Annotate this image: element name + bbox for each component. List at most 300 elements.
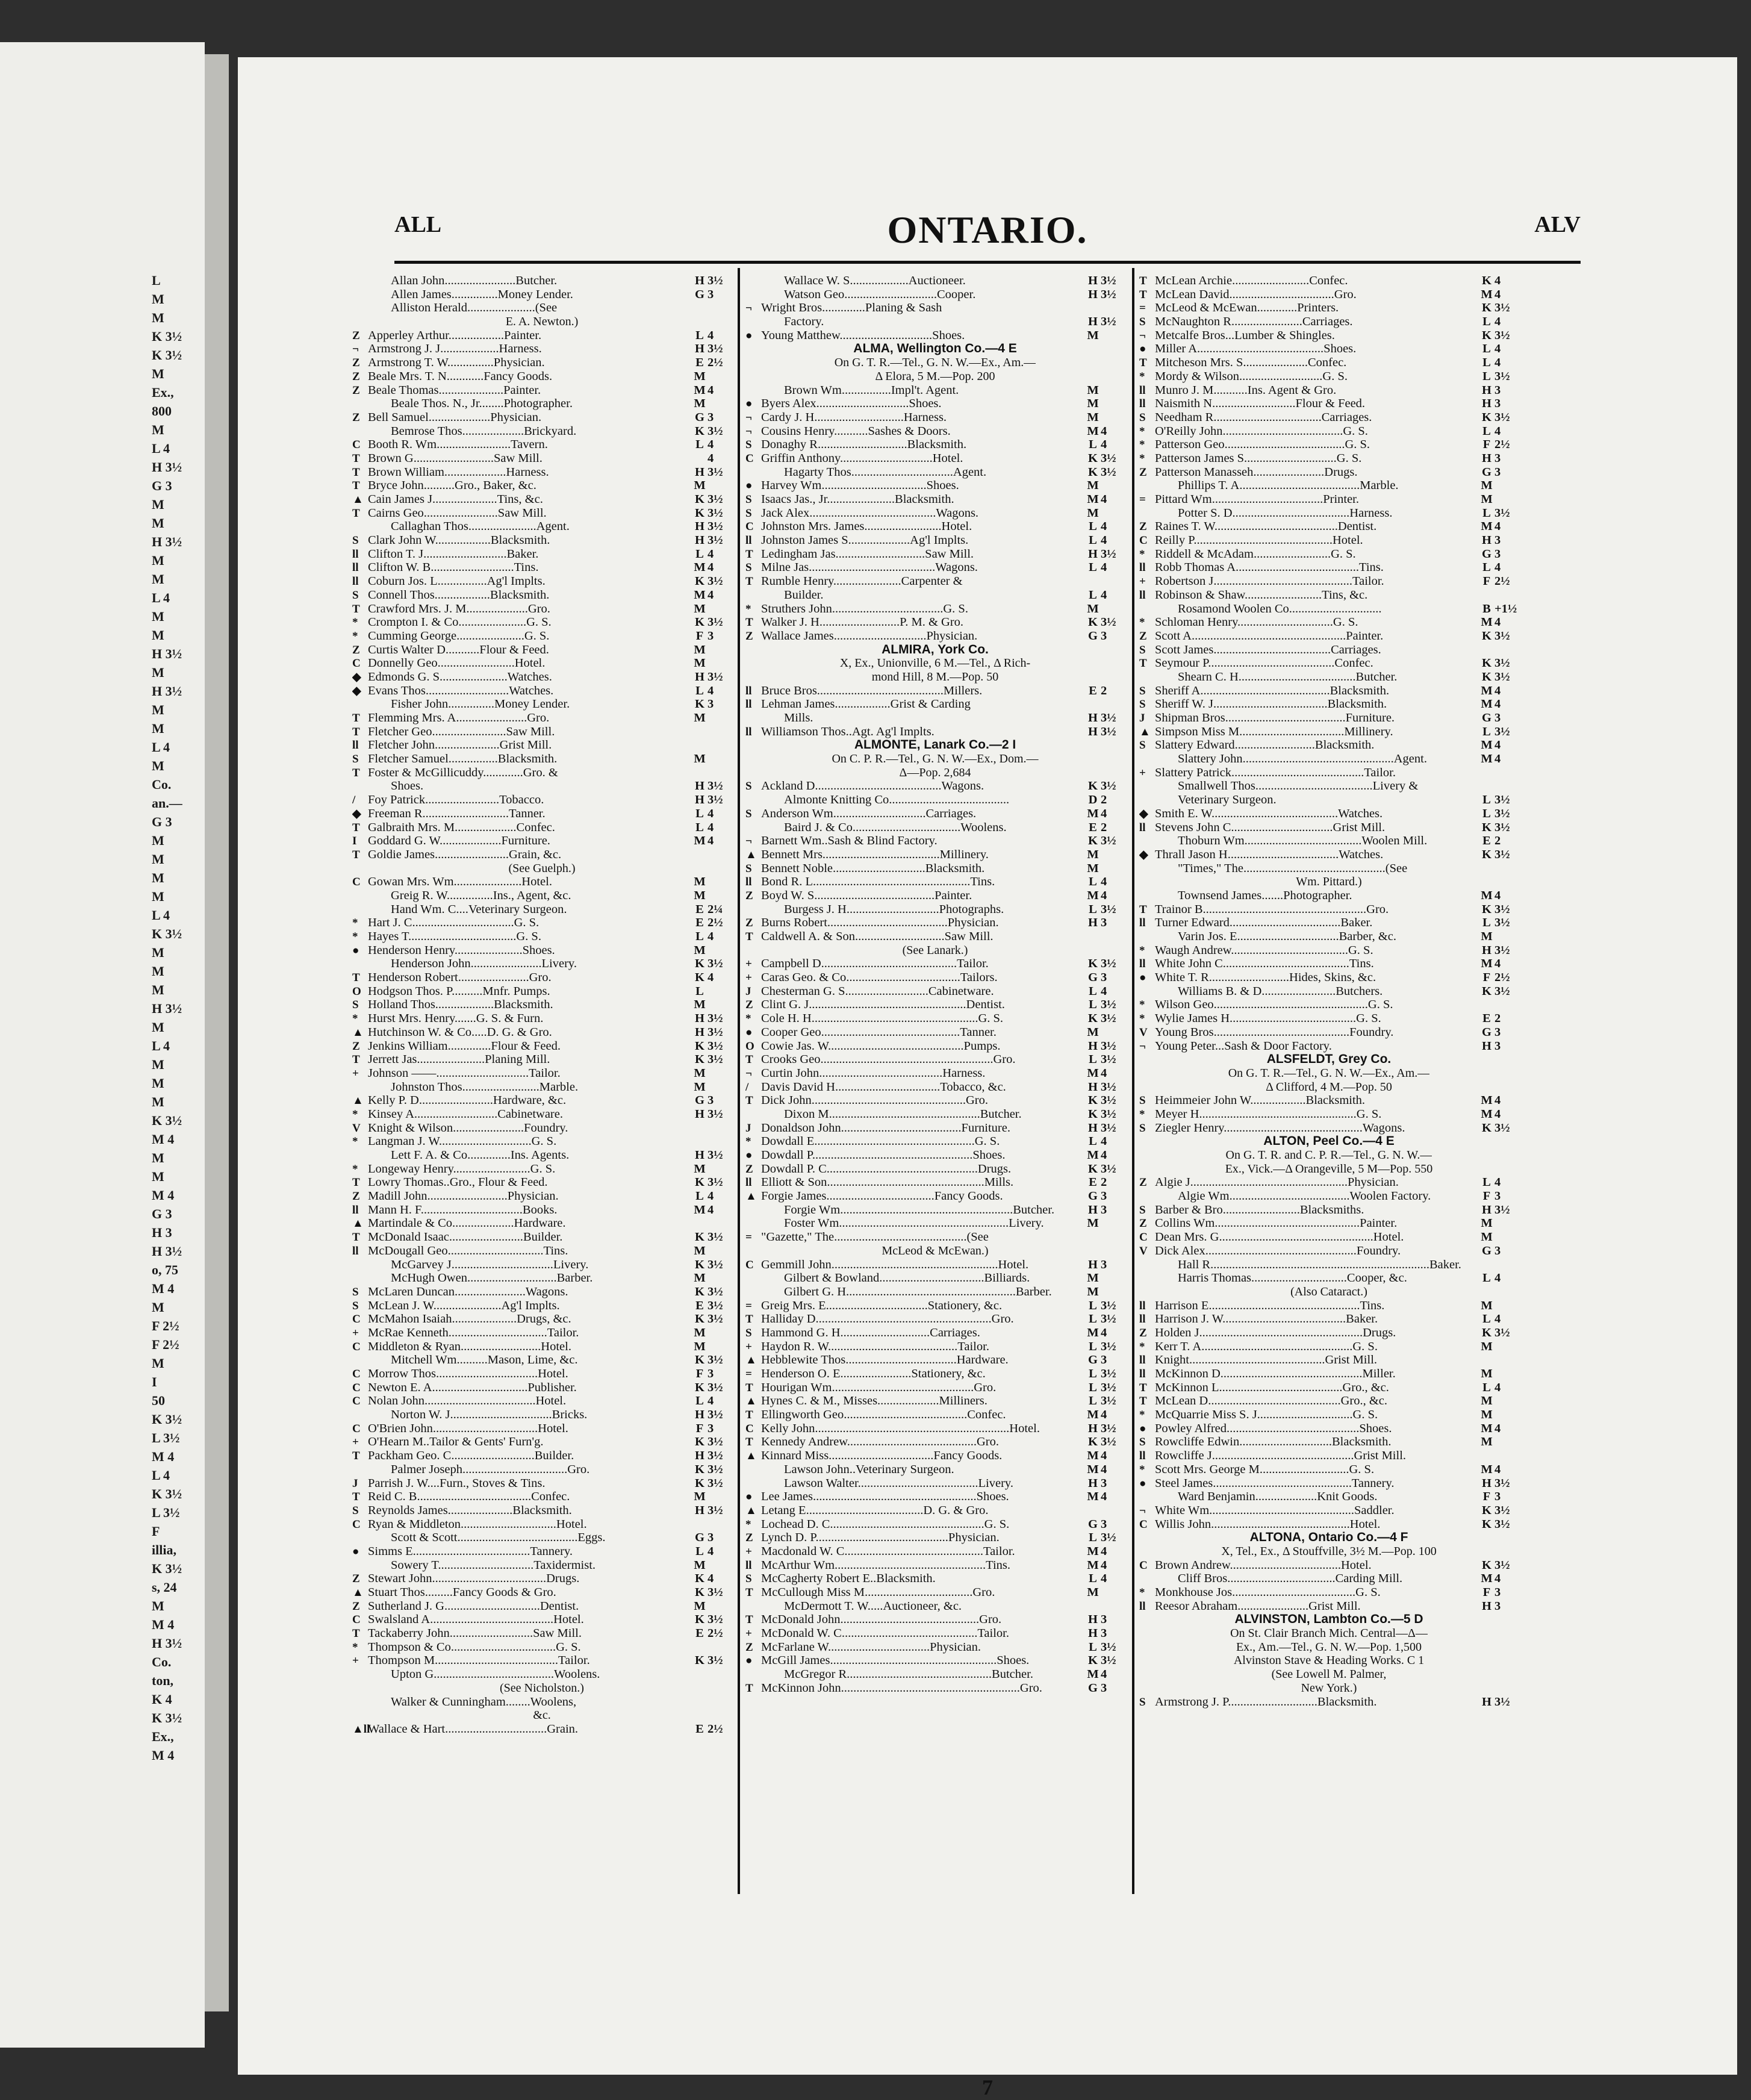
capital-rating: K xyxy=(1482,670,1491,684)
capital-rating: M xyxy=(694,1558,706,1572)
directory-entry xyxy=(745,1053,1125,1067)
entry-text: Δ—Pop. 2,684 xyxy=(899,765,971,779)
directory-entry xyxy=(1139,985,1519,999)
entry-text: Heimmeier John W..................Blacksmith. xyxy=(1155,1094,1366,1108)
trade-symbol-icon: ll xyxy=(745,534,752,547)
capital-rating: H xyxy=(695,274,704,287)
entry-text: Bennett Mrs......................................Millinery. xyxy=(761,847,989,861)
credit-rating: 3½ xyxy=(1101,1640,1116,1654)
trade-symbol-icon: Z xyxy=(1139,520,1147,534)
credit-rating: 3 xyxy=(1494,383,1501,397)
capital-rating: E xyxy=(695,1627,704,1640)
directory-entry xyxy=(745,1012,1125,1026)
directory-entry xyxy=(1139,1477,1519,1491)
book-gutter xyxy=(205,54,229,2011)
entry-text: McLean D...........................................Gro., &c. xyxy=(1155,1394,1388,1408)
capital-rating: E xyxy=(695,902,704,916)
directory-entry xyxy=(352,985,732,999)
directory-entry xyxy=(1139,1353,1519,1367)
capital-rating: M xyxy=(1481,1298,1493,1312)
directory-entry xyxy=(745,1039,1125,1053)
directory-entry xyxy=(1139,1559,1519,1572)
capital-rating: H xyxy=(695,1107,704,1121)
trade-symbol-icon: * xyxy=(1139,616,1145,629)
capital-rating: L xyxy=(1482,561,1491,575)
entry-text: Rumble Henry......................Carpenter & xyxy=(761,575,963,588)
credit-rating: 3½ xyxy=(708,1380,723,1394)
capital-rating: M xyxy=(694,875,706,889)
credit-rating: 4 xyxy=(708,588,714,602)
capital-rating: E xyxy=(1482,1012,1491,1026)
credit-rating: 4 xyxy=(1494,684,1501,697)
entry-text: Bennett Noble..............................Blacksmith. xyxy=(761,861,985,875)
capital-rating: M xyxy=(1087,410,1099,424)
capital-rating: M xyxy=(1087,328,1099,342)
directory-entry xyxy=(352,1531,732,1545)
trade-symbol-icon: ll xyxy=(1139,397,1146,411)
directory-entry xyxy=(745,793,1125,807)
trade-symbol-icon: S xyxy=(1139,1436,1146,1449)
left-page-fragment: M xyxy=(152,945,164,960)
directory-entry xyxy=(1139,944,1519,958)
trade-symbol-icon: J xyxy=(1139,712,1145,724)
entry-text: Dowdall E....................................................G. S. xyxy=(761,1135,1000,1148)
directory-column-2 xyxy=(745,274,1125,1695)
capital-rating: H xyxy=(695,520,704,534)
credit-rating: 3½ xyxy=(1494,656,1510,670)
directory-entry xyxy=(352,1394,732,1408)
directory-entry xyxy=(1139,1518,1519,1531)
entry-text: Sutherland J. G...............................Dentist. xyxy=(368,1599,579,1613)
directory-entry xyxy=(745,1026,1125,1039)
credit-rating: 3½ xyxy=(1101,902,1116,916)
capital-rating: M xyxy=(694,834,706,848)
directory-entry xyxy=(352,752,732,766)
entry-text: Shoes. xyxy=(391,779,424,793)
capital-rating: K xyxy=(695,1476,704,1490)
trade-symbol-icon: T xyxy=(352,1491,360,1504)
directory-entry xyxy=(745,397,1125,411)
trade-symbol-icon: S xyxy=(352,1285,359,1298)
entry-text: McLean J. W......................Ag'l Implts. xyxy=(368,1298,560,1312)
directory-entry xyxy=(745,1668,1125,1681)
trade-symbol-icon: C xyxy=(352,1613,361,1627)
directory-entry xyxy=(745,1613,1125,1627)
directory-entry xyxy=(1139,384,1519,397)
entry-text: Lowry Thomas..Gro., Flour & Feed. xyxy=(368,1176,548,1189)
town-heading xyxy=(745,643,1125,657)
entry-text: Reid C. B.....................................Confec. xyxy=(368,1490,570,1504)
capital-rating: D xyxy=(1088,793,1098,807)
trade-symbol-icon: ● xyxy=(352,1545,359,1558)
entry-text: ALMA, Wellington Co.—4 E xyxy=(853,342,1017,356)
credit-rating: 3½ xyxy=(1494,369,1510,383)
credit-rating: 3 xyxy=(1494,1025,1501,1039)
capital-rating: M xyxy=(1481,1462,1493,1476)
column-divider xyxy=(738,268,740,1894)
directory-entry xyxy=(352,466,732,479)
credit-rating: 2 xyxy=(1494,1012,1501,1026)
trade-symbol-icon: S xyxy=(745,1572,752,1586)
credit-rating: 4 xyxy=(1101,806,1107,820)
trade-symbol-icon: C xyxy=(352,1395,361,1408)
credit-rating: 3½ xyxy=(708,506,723,520)
credit-rating: 4 xyxy=(1494,738,1501,752)
directory-entry xyxy=(745,1353,1125,1367)
entry-text: Mills. xyxy=(784,711,813,724)
capital-rating: M xyxy=(1481,1230,1493,1244)
left-page-fragment: M xyxy=(152,516,164,531)
left-page-fragment: H 3 xyxy=(152,1225,172,1240)
trade-symbol-icon: C xyxy=(745,1258,754,1271)
entry-text: Ex., Vick.—Δ Orangeville, 5 M—Pop. 550 xyxy=(1225,1162,1433,1176)
trade-symbol-icon: C xyxy=(1139,1231,1148,1244)
credit-rating: 3½ xyxy=(1494,806,1510,820)
left-page-fragment: M xyxy=(152,702,164,717)
capital-rating: M xyxy=(1481,615,1493,629)
capital-rating: M xyxy=(694,479,706,493)
entry-text: Lehman James..................Grist & Carding xyxy=(761,697,971,711)
entry-text: Clint G. J...................................................Dentist. xyxy=(761,998,1005,1012)
directory-entry xyxy=(352,411,732,425)
directory-entry xyxy=(1139,1695,1519,1709)
credit-rating: 4 xyxy=(708,971,714,985)
credit-rating: 4 xyxy=(1101,424,1107,438)
capital-rating: H xyxy=(695,1148,704,1162)
capital-rating: L xyxy=(1482,424,1491,438)
town-info-line xyxy=(745,944,1125,958)
trade-symbol-icon: * xyxy=(1139,425,1145,438)
directory-entry xyxy=(352,1600,732,1613)
credit-rating: 4 xyxy=(1101,984,1107,998)
entry-text: Algie J...................................................Physician. xyxy=(1155,1176,1399,1189)
capital-rating: M xyxy=(694,1326,706,1339)
trade-symbol-icon: T xyxy=(745,1094,753,1108)
directory-entry xyxy=(745,1217,1125,1230)
directory-entry xyxy=(352,1477,732,1491)
capital-rating: H xyxy=(1482,1039,1491,1053)
capital-rating: K xyxy=(1088,615,1098,629)
entry-text: Algie Wm.......................................Woolen Factory. xyxy=(1178,1189,1431,1203)
directory-entry xyxy=(1139,889,1519,903)
entry-text: Holland Thos...................Blacksmith. xyxy=(368,998,553,1012)
left-page-fragment: o, 75 xyxy=(152,1262,178,1277)
capital-rating: H xyxy=(1088,1080,1098,1094)
trade-symbol-icon: S xyxy=(745,1326,752,1339)
left-page-fragment: M xyxy=(152,833,164,848)
directory-entry xyxy=(352,493,732,506)
credit-rating: 4 xyxy=(708,451,714,465)
credit-rating: 3½ xyxy=(708,1298,723,1312)
capital-rating: M xyxy=(1481,1421,1493,1435)
credit-rating: 4 xyxy=(1494,274,1501,287)
directory-entry xyxy=(352,1504,732,1518)
capital-rating: K xyxy=(1482,1121,1491,1135)
entry-text: Nolan John....................................Hotel. xyxy=(368,1394,567,1408)
credit-rating: 3½ xyxy=(708,493,723,506)
entry-text: Armstrong J. J...................Harness. xyxy=(368,342,542,356)
left-page-fragment: M 4 xyxy=(152,1748,175,1763)
directory-entry xyxy=(1139,1121,1519,1135)
capital-rating: H xyxy=(695,1449,704,1463)
credit-rating: 3½ xyxy=(1101,1012,1116,1026)
directory-entry xyxy=(352,588,732,602)
left-page-fragment: M xyxy=(152,721,164,736)
directory-entry xyxy=(745,1176,1125,1189)
entry-text: Boyd W. S.......................................Painter. xyxy=(761,888,972,902)
capital-rating: L xyxy=(1089,902,1097,916)
directory-entry xyxy=(745,1477,1125,1491)
credit-rating: 4 xyxy=(708,1394,714,1408)
trade-symbol-icon: * xyxy=(1139,1463,1145,1476)
capital-rating: L xyxy=(1089,998,1097,1012)
capital-rating: K xyxy=(1482,328,1491,342)
left-page-fragment: M xyxy=(152,1300,164,1315)
credit-rating: 4 xyxy=(1101,534,1107,547)
trade-symbol-icon: ll xyxy=(1139,1354,1146,1367)
credit-rating: 3½ xyxy=(708,1613,723,1627)
entry-text: Needham R...................................Carriages. xyxy=(1155,410,1372,424)
credit-rating: 4 xyxy=(1101,875,1107,889)
directory-entry xyxy=(352,602,732,616)
credit-rating: 4 xyxy=(708,1189,714,1203)
entry-text: Wright Bros..............Planing & Sash xyxy=(761,301,942,315)
entry-text: McLaren Duncan.......................Wagons. xyxy=(368,1285,568,1298)
entry-text: Henderson Henry......................Shoes. xyxy=(368,943,555,957)
entry-text: McGregor R...............................................Butcher. xyxy=(784,1668,1033,1681)
directory-entry xyxy=(352,1722,732,1736)
credit-rating: 3 xyxy=(1101,1189,1107,1203)
credit-rating: 4 xyxy=(1494,1421,1501,1435)
capital-rating: H xyxy=(1088,1039,1098,1053)
town-info-line xyxy=(352,1681,732,1695)
entry-text: Shipman Bros.......................................Furniture. xyxy=(1155,711,1395,724)
capital-rating: K xyxy=(1482,820,1491,834)
credit-rating: 4 xyxy=(1101,493,1107,506)
capital-rating: L xyxy=(1482,506,1491,520)
town-info-line xyxy=(745,1244,1125,1258)
entry-text: McKinnon John..........................................................Gro. xyxy=(761,1681,1042,1695)
trade-symbol-icon: V xyxy=(1139,1244,1148,1257)
entry-text: Newton E. A...............................Publisher. xyxy=(368,1380,577,1394)
town-info-line xyxy=(1139,1681,1519,1695)
trade-symbol-icon: + xyxy=(745,958,752,971)
capital-rating: F xyxy=(695,1367,704,1380)
entry-text: Raines T. W........................................Dentist. xyxy=(1155,520,1377,534)
capital-rating: L xyxy=(1089,1298,1097,1312)
credit-rating: 4 xyxy=(1494,287,1501,301)
directory-entry xyxy=(1139,1600,1519,1613)
directory-entry xyxy=(1139,425,1519,438)
credit-rating: 3½ xyxy=(708,465,723,479)
entry-text: On G. T. R.—Tel., G. N. W.—Ex., Am.— xyxy=(1228,1066,1430,1080)
capital-rating: L xyxy=(1482,369,1491,383)
trade-symbol-icon: ● xyxy=(745,479,753,493)
directory-entry xyxy=(1139,1244,1519,1258)
entry-text: Ex., Am.—Tel., G. N. W.—Pop. 1,500 xyxy=(1236,1640,1422,1654)
directory-entry xyxy=(352,506,732,520)
entry-text: Elliott & Son...................................................Mills. xyxy=(761,1176,1014,1189)
credit-rating: 3½ xyxy=(708,1462,723,1476)
trade-symbol-icon: + xyxy=(352,1436,359,1449)
directory-entry xyxy=(1139,411,1519,425)
credit-rating: 3½ xyxy=(708,1053,723,1067)
credit-rating: 4 xyxy=(708,383,714,397)
town-heading xyxy=(1139,1135,1519,1148)
trade-symbol-icon: ll xyxy=(1139,588,1146,602)
directory-page xyxy=(238,57,1737,2099)
entry-text: Slattery John.................................................Agent. xyxy=(1178,752,1427,766)
capital-rating: K xyxy=(695,493,704,506)
capital-rating: K xyxy=(1482,1326,1491,1339)
capital-rating: H xyxy=(1088,1121,1098,1135)
entry-text: Cole H. H......................................................G. S. xyxy=(761,1012,1004,1026)
left-page-fragment: M xyxy=(152,291,164,307)
trade-symbol-icon: T xyxy=(745,1053,753,1067)
capital-rating: K xyxy=(695,1285,704,1298)
credit-rating: 4 xyxy=(1494,1462,1501,1476)
trade-symbol-icon: * xyxy=(352,1162,358,1176)
entry-text: Henderson Robert.......................Gro. xyxy=(368,971,552,985)
left-page-fragment: M xyxy=(152,758,164,773)
directory-entry xyxy=(745,1504,1125,1518)
directory-entry xyxy=(1139,1504,1519,1518)
entry-text: Stevens John C.................................Grist Mill. xyxy=(1155,820,1386,834)
directory-entry xyxy=(745,1148,1125,1162)
trade-symbol-icon: ▲ xyxy=(745,848,757,861)
trade-symbol-icon: ll xyxy=(745,698,752,711)
entry-text: O'Reilly John.......................................G. S. xyxy=(1155,424,1368,438)
credit-rating: 3½ xyxy=(1101,1339,1116,1353)
directory-entry xyxy=(1139,588,1519,602)
directory-entry xyxy=(352,1408,732,1422)
entry-text: Hand Wm. C....Veterinary Surgeon. xyxy=(391,902,567,916)
directory-entry xyxy=(352,1640,732,1654)
directory-entry xyxy=(745,1162,1125,1176)
directory-entry xyxy=(745,615,1125,629)
capital-rating: L xyxy=(695,984,704,998)
directory-entry xyxy=(352,1162,732,1176)
credit-rating: 3½ xyxy=(708,670,723,684)
directory-entry xyxy=(1139,342,1519,356)
directory-entry xyxy=(1139,766,1519,780)
trade-symbol-icon: = xyxy=(745,1231,752,1244)
trade-symbol-icon: ll xyxy=(745,684,752,697)
credit-rating: 4 xyxy=(1101,1135,1107,1148)
trade-symbol-icon: T xyxy=(352,766,360,779)
trade-symbol-icon: ▲ xyxy=(352,1217,364,1230)
directory-entry xyxy=(1139,1381,1519,1395)
directory-entry xyxy=(352,903,732,917)
entry-text: Wallace W. S...................Auctioneer. xyxy=(784,274,966,287)
trade-symbol-icon: * xyxy=(352,629,358,643)
trade-symbol-icon: ll xyxy=(1139,561,1146,575)
capital-rating: M xyxy=(694,1490,706,1504)
capital-rating: G xyxy=(1482,465,1491,479)
entry-text: Johnson ——..............................Tailor. xyxy=(368,1066,561,1080)
trade-symbol-icon: Z xyxy=(745,917,753,930)
entry-text: Dowdall P....................................................Shoes. xyxy=(761,1148,1006,1162)
directory-column-1 xyxy=(352,274,732,1736)
directory-entry xyxy=(1139,493,1519,506)
credit-rating: 2 xyxy=(1101,793,1107,807)
directory-entry xyxy=(352,1148,732,1162)
capital-rating: G xyxy=(695,410,704,424)
credit-rating: 3½ xyxy=(1101,1162,1116,1176)
entry-text: McLean Archie.........................Confec. xyxy=(1155,274,1348,287)
entry-text: Kerr T. A.................................................G. S. xyxy=(1155,1339,1378,1353)
town-info-line xyxy=(1139,1640,1519,1654)
entry-text: Harvey Wm..................................Shoes. xyxy=(761,479,959,493)
entry-text: Lawson John..Veterinary Surgeon. xyxy=(784,1462,954,1476)
directory-entry xyxy=(1139,547,1519,561)
credit-rating: 4 xyxy=(1494,1271,1501,1285)
trade-symbol-icon: ¬ xyxy=(352,343,359,356)
entry-text: On C. P. R.—Tel., G. N. W.—Ex., Dom.— xyxy=(832,752,1039,766)
capital-rating: M xyxy=(1087,1668,1099,1681)
credit-rating: 3 xyxy=(1494,711,1501,724)
directory-entry xyxy=(1139,643,1519,657)
capital-rating: L xyxy=(1482,1380,1491,1394)
capital-rating: H xyxy=(1088,916,1098,930)
entry-text: Thoburn Wm......................................Woolen Mill. xyxy=(1178,834,1428,848)
trade-symbol-icon: Z xyxy=(1139,466,1147,479)
entry-text: Rowcliffe J..............................................Grist Mill. xyxy=(1155,1449,1407,1463)
capital-rating: F xyxy=(1482,575,1491,588)
left-page-fragment: L 4 xyxy=(152,1038,170,1053)
entry-text: Hurst Mrs. Henry.......G. S. & Furn. xyxy=(368,1012,544,1026)
left-page-fragment: M xyxy=(152,422,164,437)
entry-text: Meyer H...................................................G. S. xyxy=(1155,1107,1382,1121)
credit-rating: 3 xyxy=(1494,465,1501,479)
capital-rating: K xyxy=(695,1353,704,1367)
directory-entry xyxy=(745,711,1125,725)
left-page-fragment: F 2½ xyxy=(152,1318,179,1333)
trade-symbol-icon: O xyxy=(352,985,361,998)
capital-rating: M xyxy=(1481,493,1493,506)
left-page-fragment: M xyxy=(152,609,164,624)
capital-rating: L xyxy=(695,820,704,834)
entry-text: Dean Mrs. G..................................................Hotel. xyxy=(1155,1230,1404,1244)
directory-entry xyxy=(1139,1572,1519,1586)
capital-rating: H xyxy=(1482,383,1491,397)
town-info-line xyxy=(1139,1545,1519,1559)
trade-symbol-icon: S xyxy=(745,561,752,575)
entry-text: Sowery T...............................Taxidermist. xyxy=(391,1558,596,1572)
trade-symbol-icon: + xyxy=(745,1627,752,1640)
trade-symbol-icon: T xyxy=(1139,657,1147,670)
trade-symbol-icon: ll xyxy=(352,739,359,752)
trade-symbol-icon: T xyxy=(352,1627,360,1640)
left-page-fragment: 800 xyxy=(152,403,172,419)
entry-text: Scott & Scott.......................................Eggs. xyxy=(391,1531,606,1545)
credit-rating: 3½ xyxy=(1101,1312,1116,1326)
entry-text: Alvinston Stave & Heading Works. C 1 xyxy=(1233,1654,1425,1668)
capital-rating: L xyxy=(1482,1176,1491,1189)
capital-rating: K xyxy=(695,1380,704,1394)
directory-entry xyxy=(745,1230,1125,1244)
capital-rating: M xyxy=(1087,1217,1099,1230)
entry-text: Greig Mrs. E.................................Stationery, &c. xyxy=(761,1298,1003,1312)
trade-symbol-icon: + xyxy=(745,1340,752,1353)
directory-entry xyxy=(352,288,732,302)
town-info-line xyxy=(745,752,1125,766)
credit-rating: 3 xyxy=(1494,451,1501,465)
entry-text: Clark John W..................Blacksmith. xyxy=(368,534,550,547)
entry-text: Patterson Manasseh.......................Drugs. xyxy=(1155,465,1358,479)
capital-rating: K xyxy=(695,957,704,971)
capital-rating: K xyxy=(1088,834,1098,848)
